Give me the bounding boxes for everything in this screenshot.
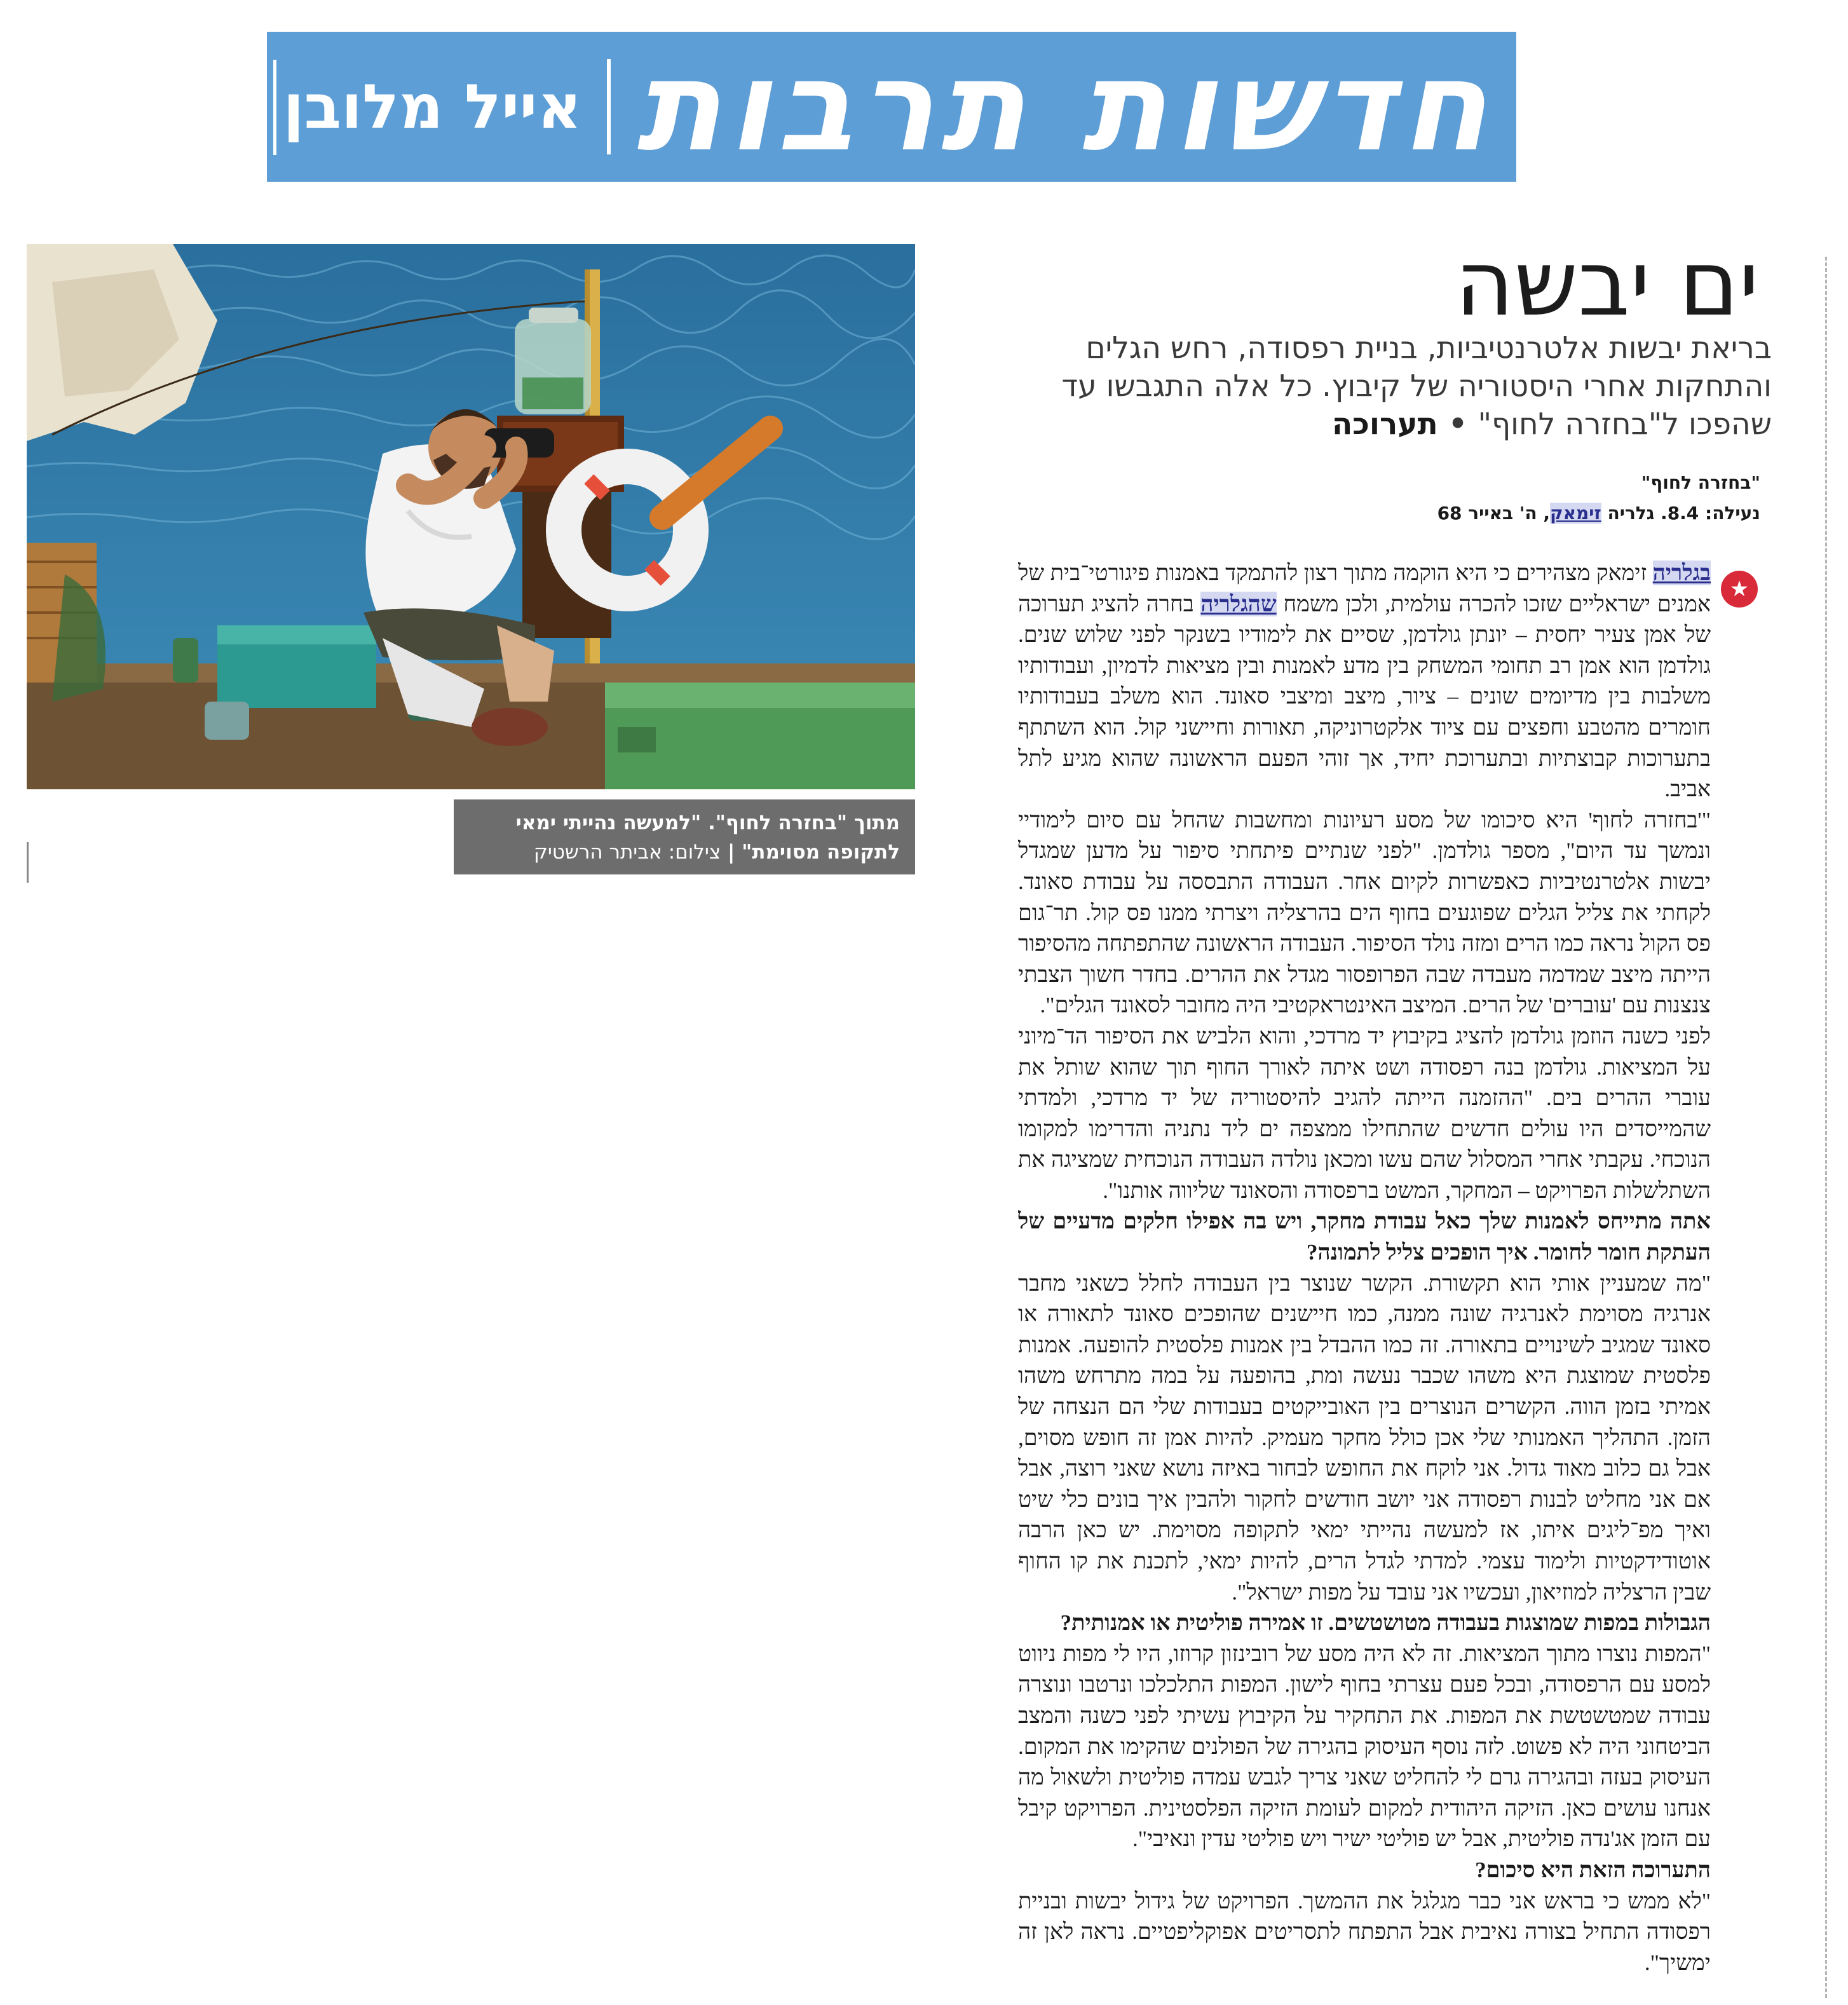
margin-mark: [27, 842, 29, 883]
masthead-edge-divider: [273, 60, 276, 155]
body-paragraph: "המפות נוצרו מתוך המציאות. זה לא היה מסע של רובינזון קרוזו, היו לי מפות ניווט למסע עם הרפסודה, ובכל פעם עצרתי בחוף לישון. המפות התלכלכו ונרטבו ונוצרה עבודה שמטשטשת את המפות. את התחקיר על הקיבוץ עשיתי לפני כשנה והמצב הביטחוני היה לא פשוט. לזה נוסף העיסוק בהגירה של הפולנים שהקימו את המקום. העיסוק בעזה ובהגירה גרם לי להחליט שאני צריך לגבש עמדה פוליטית ולשאול מה אנחנו עושים כאן. הזיקה היהודית למקום לעומת הזיקה הפלסטינית. הפרויקט קיבל עם הזמן אג'נדה פוליטית, אבל יש פוליטי ישיר ויש פוליטי עדין ונאיבי".: [1018, 1641, 1711, 1852]
subhead-text: בריאת יבשות אלטרנטיביות, בניית רפסודה, רחש הגלים והתחקות אחרי היסטוריה של קיבוץ. כל אלה התגבשו עד שהפכו ל"בחזרה לחוף": [1061, 330, 1772, 442]
article-subhead: [1060, 329, 1772, 444]
article-body: [1018, 558, 1711, 1994]
gallery-link[interactable]: זימאק: [1550, 503, 1601, 524]
closing-suffix: , ה' באייר 68: [1437, 503, 1551, 524]
star-icon: ★: [1721, 571, 1758, 608]
caption-credit: צילום: אביתר הרשטיק: [533, 841, 721, 864]
body-paragraph: "מה שמעניין אותי הוא תקשורת. הקשר שנוצר בין העבודה לחלל כשאני מחבר אנרגיה מסוימת לאנרגיה שונה ממנה, כמו חיישנים שהופכים סאונד לתאורה או סאונד שמגיב לשינויים בתאורה. זה כמו ההבדל בין אמנות פלסטית להופעה. אמנות פלסטית שמוצגת היא משהו שכבר נעשה ומת, בהופעה על במה מתרחש משהו אמיתי בזמן הווה. הקשרים הנוצרים בין האובייקטים בעבודות שלי הם הנצחה של הזמן. התהליך האמנותי שלי אכן כולל מחקר מעמיק. להיות אמן זה חופש מסוים, אבל גם כלוב מאוד גדול. אני לוקח את החופש לבחור באיזה נושא שאני רוצה, אבל אם אני מחליט לבנות רפסודה אני יושב חודשים לחקור ולהבין איך בונים כלי שיט ואיך מפ־ליגים איתו, אז למעשה נהייתי ימאי לתקופה מסוימת. יש כאן הרבה אוטודידקטיות ולימוד עצמי. למדתי לגדל הרים, להיות ימאי, לתכנת את קו החוף שבין הרצליה למוזיאון, ועכשיו אני עובד על מפות ישראל".: [1018, 1270, 1711, 1605]
exhibition-title: "בחזרה לחוף": [1641, 472, 1760, 493]
body-text-run: בחרה להציג תערוכה של אמן צעיר יחסית – יונתן גולדמן, שסיים את לימודיו בשנקר לפני שלוש שנים. גולדמן הוא אמן רב תחומי המשחק בין מדע לאמנות ובין מציאות לדמיון, ועבודותיו משלבות בין מדיומים שונים – ציור, מיצב ומיצבי סאונד. הוא משלב בעבודותיו חומרים מהטבע וחפצים עם ציוד אלקטרוניקה, תאורות וחיישני קול. הוא השתתף בתערוכות קבוצתיות ובתערוכת יחיד, אך זוהי הפעם הראשונה שהוא מגיע לתל אביב.: [1018, 591, 1711, 802]
article-photo: [27, 244, 915, 789]
masthead-divider: [607, 59, 611, 154]
body-paragraph: "'בחזרה לחוף' היא סיכומו של מסע רעיונות ומחשבות שהחל עם סיום לימודיי ונמשך עד היום", מספר גולדמן. "לפני שנתיים פיתחתי סיפור על מדען שמגדל יבשות אלטרנטיביות כאפשרות לקיום אחר. העבודה התבססה על עבודת סאונד. לקחתי את צליל הגלים שפוגעים בחוף הים בהרצליה ויצרתי ממנו פס קול. תר־גום פס הקול נראה כמו הרים ומזה נולד הסיפור. העבודה הראשונה שהתפתחה מהסיפור הייתה מיצב שמדמה מעבדה שבה הפרופסור מגדל את ההרים. בחדר חשוך הצבתי צנצנות עם 'עוברים' של הרים. המיצב האינטראקטיבי היה מחובר לסאונד הגלים".: [1018, 807, 1711, 1018]
section-author: אייל מלובן: [283, 71, 582, 142]
photo-caption: [454, 799, 915, 874]
interview-question: אתה מתייחס לאמנות שלך כאל עבודת מחקר, ויש בה אפילו חלקים מדעיים של העתקת חומר לחומר. איך הופכים צליל לתמונה?: [1018, 1209, 1711, 1265]
gallery-link[interactable]: בגלריה: [1652, 561, 1711, 585]
article-kicker: תערוכה: [1331, 407, 1438, 442]
section-title: חדשות תרבות: [636, 34, 1493, 179]
closing-prefix: נעילה: 8.4. גלריה: [1601, 503, 1760, 524]
caption-quote: מתוך "בחזרה לחוף". "למעשה נהייתי ימאי לתקופה מסוימת": [515, 812, 900, 864]
masthead-banner: [267, 32, 1516, 182]
subhead-bullet: •: [1437, 407, 1478, 442]
column-border: [1825, 257, 1827, 1998]
body-text-run: זימאק מצהירים כי היא הוקמה מתוך רצון להתמקד באמנות פיגורטי־בית של אמנים ישראליים שזכו להכרה עולמית, ולכן משמח: [1018, 561, 1711, 616]
body-paragraph: לפני כשנה הוזמן גולדמן להציג בקיבוץ יד מרדכי, והוא הלביש את הסיפור הד־מיוני על המציאות. גולדמן בנה רפסודה ושט איתה לאורך החוף תוך שהוא שותל את עוברי ההרים בים. "ההזמנה הייתה להגיב להיסטוריה של יד מרדכי, ולמדתי שהמייסדים היו עולים חדשים שהתחילו ממצפה ים ליד נתניה והדרימו למקומו הנוכחי. עקבתי אחרי המסלול שהם עשו ומכאן נולדה העבודה הנוכחית שמציגה את השתלשלות הפרויקט – המחקר, המשט ברפסודה והסאונד שליווה אותנו".: [1018, 1023, 1711, 1203]
body-paragraph: "לא ממש כי בראש אני כבר מגלגל את ההמשך. הפרויקט של גידול יבשות ובניית רפסודה התחיל בצורה נאיבית אבל התפתח לתסריטים אפוקליפטיים. נראה לאן זה ימשיך".: [1018, 1888, 1711, 1975]
interview-question: הגבולות במפות שמוצגות בעבודה מטושטשים. זו אמירה פוליטית או אמנותית?: [1060, 1610, 1711, 1636]
body-paragraph: [1018, 558, 1711, 805]
exhibition-details: [1125, 501, 1760, 526]
interview-question: התערוכה הזאת היא סיכום?: [1475, 1857, 1711, 1882]
caption-separator: |: [721, 841, 742, 864]
article-headline: ים יבשה: [1455, 231, 1759, 336]
gallery-link[interactable]: שהגלריה: [1200, 591, 1277, 616]
